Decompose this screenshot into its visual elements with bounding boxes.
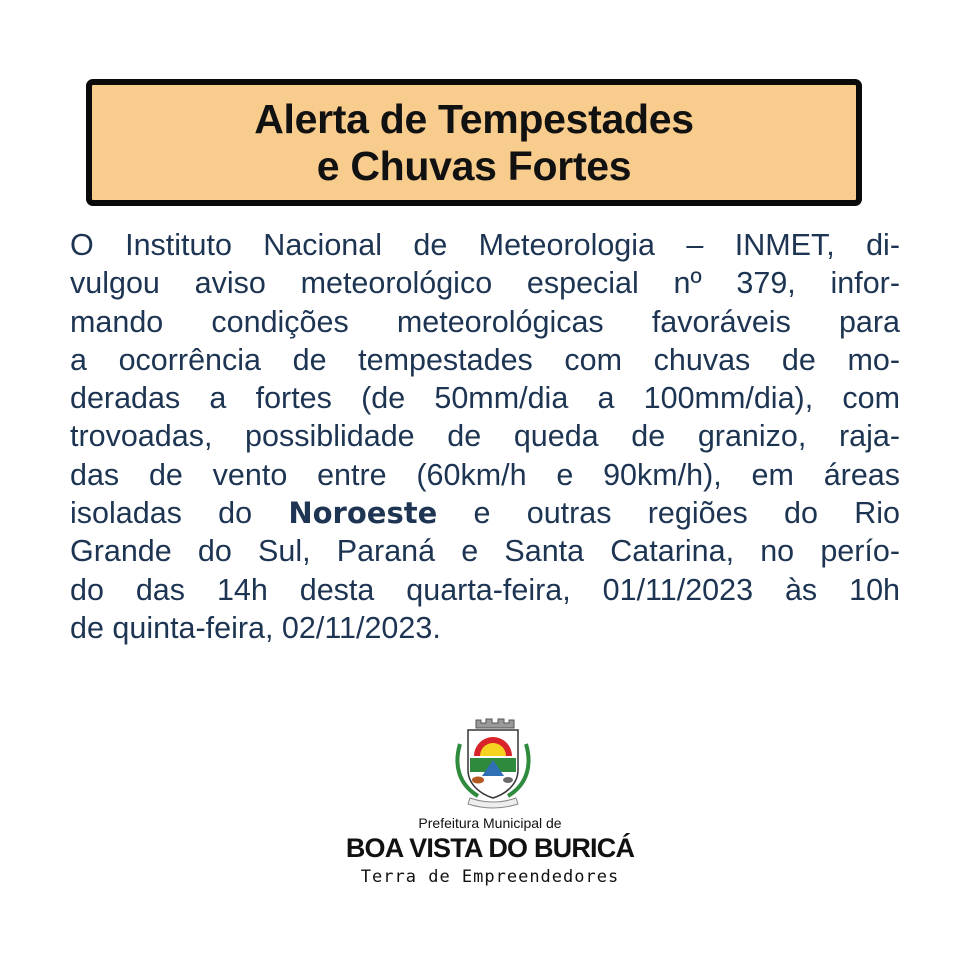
alert-title-banner — [86, 79, 862, 206]
alert-title-line-1: Alerta de Tempestades — [254, 95, 694, 142]
alert-title — [254, 96, 694, 190]
municipality-logo-text — [330, 814, 650, 888]
body-line-7: das de vento entre (60km/h e 90km/h), em áreas — [70, 457, 900, 492]
body-line-6: trovoadas, possiblidade de queda de granizo, raja- — [70, 419, 900, 454]
city-slogan: Terra de Empreendedores — [360, 867, 620, 887]
body-line-9: Grande do Sul, Paraná e Santa Catarina, no perío- — [70, 534, 900, 569]
prefeitura-label: Prefeitura Municipal de — [418, 815, 562, 831]
city-name: BOA VISTA DO BURICÁ — [345, 833, 635, 863]
body-line-1: O Instituto Nacional de Meteorologia – INMET, di- — [70, 228, 900, 262]
body-line-3: mando condições meteorológicas favoráveis para — [70, 304, 900, 339]
alert-title-line-2: e Chuvas Fortes — [316, 142, 632, 189]
coat-of-arms-icon — [452, 714, 534, 810]
body-line-11: de quinta-feira, 02/11/2023. — [70, 610, 441, 645]
region-highlight: Noroeste — [288, 496, 438, 531]
body-line-8 — [70, 494, 900, 532]
body-line-8-start: isoladas do — [70, 496, 289, 531]
alert-body-text — [70, 226, 900, 647]
body-line-4: a ocorrência de tempestades com chuvas de mo- — [70, 342, 900, 377]
body-line-10: do das 14h desta quarta-feira, 01/11/2023 às 10h — [70, 572, 900, 607]
body-line-2: vulgou aviso meteorológico especial nº 379, infor- — [70, 266, 900, 301]
body-line-5: deradas a fortes (de 50mm/dia a 100mm/dia), com — [70, 381, 900, 416]
body-line-8-end: e outras regiões do Rio — [437, 496, 901, 531]
